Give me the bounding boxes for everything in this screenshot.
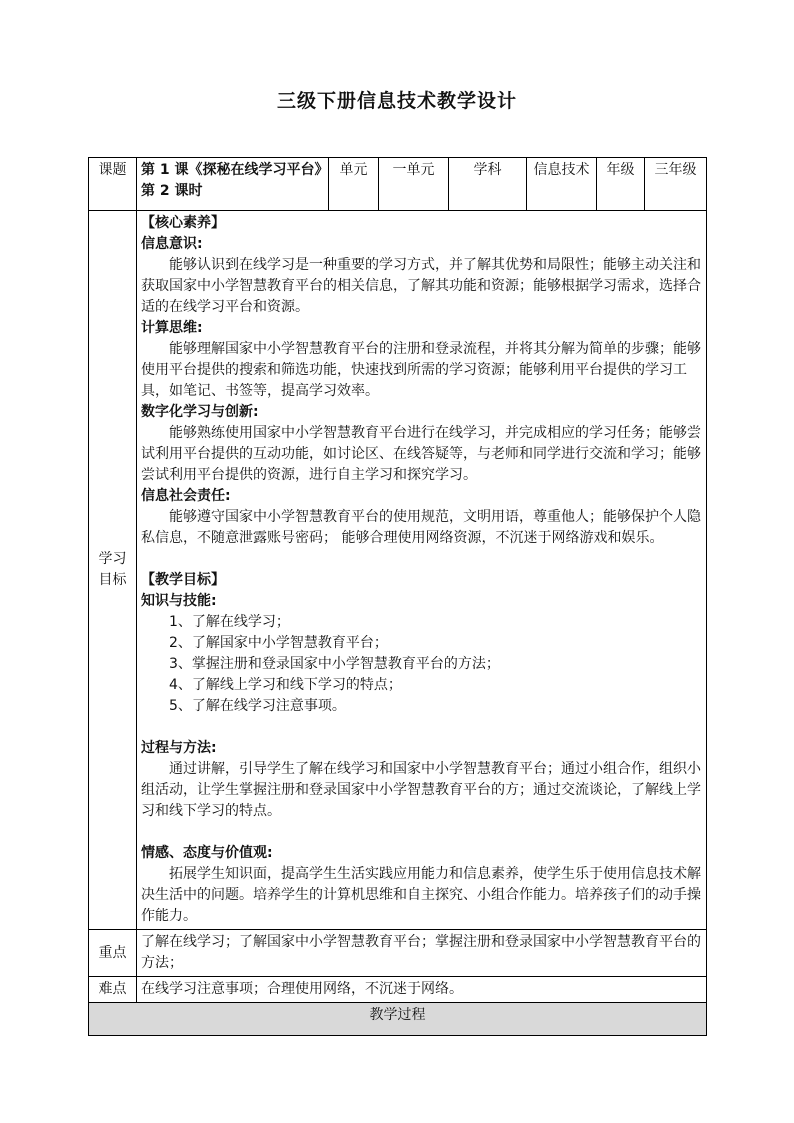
objectives-label-line2: 目标 bbox=[98, 572, 127, 588]
knowledge-item: 4、了解线上学习和线下学习的特点； bbox=[169, 677, 402, 693]
social-responsibility-text: 能够遵守国家中小学智慧教育平台的使用规范，文明用语，尊重他人；能够保护个人隐私信息，不随意泄露账号密码； 能够合理使用网络资源，不沉迷于网络游戏和娱乐。 bbox=[141, 509, 701, 546]
knowledge-item: 1、了解在线学习； bbox=[169, 614, 290, 630]
document-title: 三级下册信息技术教学设计 bbox=[276, 90, 517, 112]
social-responsibility-title: 信息社会责任: bbox=[141, 488, 231, 504]
grade-value: 三年级 bbox=[645, 158, 707, 211]
info-awareness-title: 信息意识: bbox=[141, 236, 203, 252]
difficult-points-label: 难点 bbox=[89, 977, 137, 1003]
key-points-row bbox=[89, 930, 707, 977]
header-row bbox=[89, 158, 707, 211]
unit-label: 单元 bbox=[329, 158, 379, 211]
key-points-label: 重点 bbox=[89, 930, 137, 977]
process-method-text: 通过讲解，引导学生了解在线学习和国家中小学智慧教育平台；通过小组合作，组织小组活动，让学生掌握注册和登录国家中小学智慧教育平台的方；通过交流谈论，了解线上学习和线下学习的特点。 bbox=[141, 761, 701, 819]
unit-value: 一单元 bbox=[379, 158, 449, 211]
emotion-values-text: 拓展学生知识面，提高学生生活实践应用能力和信息素养，使学生乐于使用信息技术解决生活中的问题。培养学生的计算机思维和自主探究、小组合作能力。培养孩子们的动手操作能力。 bbox=[141, 866, 701, 924]
digital-learning-text: 能够熟练使用国家中小学智慧教育平台进行在线学习，并完成相应的学习任务；能够尝试利用平台提供的互动功能，如讨论区、在线答疑等，与老师和同学进行交流和学习；能够尝试利用平台提供的资源，进行自主学习和探究学习。 bbox=[141, 425, 701, 483]
process-method-title: 过程与方法: bbox=[141, 740, 217, 756]
emotion-values-title: 情感、态度与价值观: bbox=[141, 845, 273, 861]
teaching-process-row bbox=[89, 1003, 707, 1036]
knowledge-item: 2、了解国家中小学智慧教育平台； bbox=[169, 635, 388, 651]
knowledge-skills-title: 知识与技能: bbox=[141, 593, 217, 609]
difficult-points-text: 在线学习注意事项；合理使用网络，不沉迷于网络。 bbox=[137, 977, 707, 1003]
subject-label: 学科 bbox=[449, 158, 527, 211]
objectives-label bbox=[89, 211, 137, 930]
lesson-value: 第 1 课《探秘在线学习平台》第 2 课时 bbox=[137, 158, 329, 211]
info-awareness-text: 能够认识到在线学习是一种重要的学习方式，并了解其优势和局限性；能够主动关注和获取国家中小学智慧教育平台的相关信息，了解其功能和资源；能够根据学习需求，选择合适的在线学习平台和资源。 bbox=[141, 257, 701, 315]
computational-thinking-text: 能够理解国家中小学智慧教育平台的注册和登录流程，并将其分解为简单的步骤；能够使用平台提供的搜索和筛选功能，快速找到所需的学习资源；能够利用平台提供的学习工具，如笔记、书签等，提高学习效率。 bbox=[141, 341, 701, 399]
objectives-content bbox=[137, 211, 707, 930]
subject-value: 信息技术 bbox=[527, 158, 597, 211]
core-literacy-heading: 【核心素养】 bbox=[141, 215, 225, 231]
knowledge-item: 3、掌握注册和登录国家中小学智慧教育平台的方法； bbox=[169, 656, 500, 672]
teaching-goals-heading: 【教学目标】 bbox=[141, 572, 225, 588]
key-points-text: 了解在线学习；了解国家中小学智慧教育平台；掌握注册和登录国家中小学智慧教育平台的方法； bbox=[137, 930, 707, 977]
lesson-plan-table bbox=[88, 157, 707, 1036]
computational-thinking-title: 计算思维: bbox=[141, 320, 203, 336]
objectives-label-line1: 学习 bbox=[98, 551, 127, 567]
grade-label: 年级 bbox=[597, 158, 645, 211]
difficult-points-row bbox=[89, 977, 707, 1003]
lesson-label: 课题 bbox=[89, 158, 137, 211]
digital-learning-title: 数字化学习与创新: bbox=[141, 404, 259, 420]
objectives-row bbox=[89, 211, 707, 930]
teaching-process-header: 教学过程 bbox=[89, 1003, 707, 1036]
knowledge-item: 5、了解在线学习注意事项。 bbox=[169, 698, 346, 714]
